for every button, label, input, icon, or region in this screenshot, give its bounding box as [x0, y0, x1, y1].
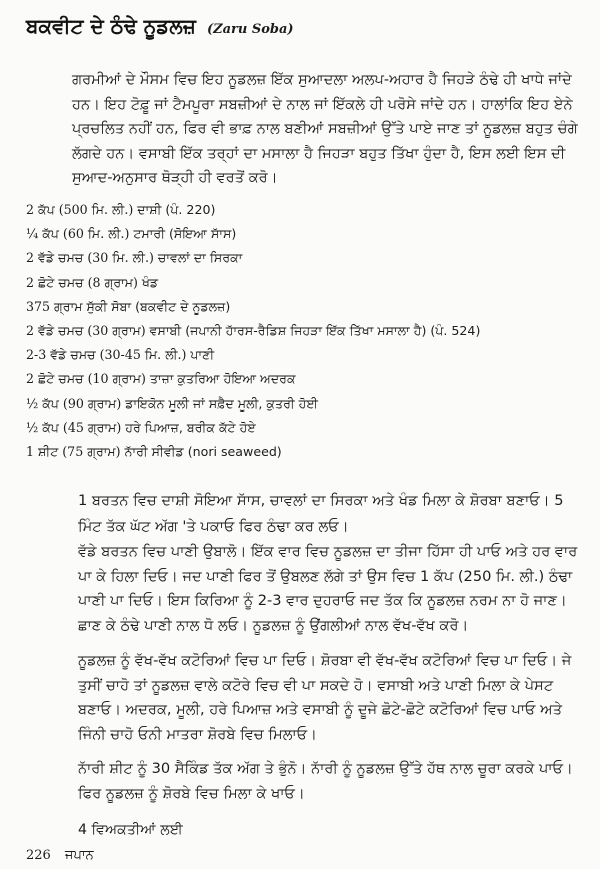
ingredient-quantity: 1 ਸ਼ੀਟ (75 ਗ੍ਰਾਮ) — [26, 444, 121, 460]
ingredient-quantity: 2 ਵੱਡੇ ਚਮਚ (30 ਗ੍ਰਾਮ) — [26, 323, 146, 339]
ingredient-item — [26, 295, 586, 319]
ingredient-name: ਹਰੇ ਪਿਆਜ਼, ਬਰੀਕ ਕੱਟੇ ਹੋਏ — [121, 419, 256, 435]
ingredient-quantity: ¼ ਕੱਪ (60 ਮਿ. ਲੀ.) — [26, 226, 130, 242]
ingredient-name: ਤਾਜ਼ਾ ਕੁਤਰਿਆ ਹੋਇਆ ਅਦਰਕ — [145, 371, 296, 387]
ingredient-name: ਨਾੱਰੀ ਸੀਵੀਡ (nori seaweed) — [120, 444, 282, 460]
ingredient-quantity: 2 ਛੋਟੇ ਚਮਚ (8 ਗ੍ਰਾਮ) — [26, 274, 138, 290]
method-step-1: 1 ਬਰਤਨ ਵਿਚ ਦਾਸ਼ੀ ਸੋਇਆ ਸਾੱਸ, ਚਾਵਲਾਂ ਦਾ ਸਿਰਕਾ ਅਤੇ ਖੰਡ ਮਿਲਾ ਕੇ ਸ਼ੋਰਬਾ ਬਣਾਓ। 5 ਮਿੰਟ ਤੱਕ ਘੱਟ ਅੱਗ 'ਤੇ ਪਕਾਓ ਫਿਰ ਠੰਢਾ ਕਰ ਲਓ। — [78, 492, 564, 535]
ingredient-quantity: 2-3 ਵੱਡੇ ਚਮਚ (30-45 ਮਿ. ਲੀ.) — [26, 347, 187, 363]
ingredient-name: (ਬਕਵੀਟ ਦੇ ਨੂਡਲਜ਼) — [131, 298, 231, 314]
section-name: ਜਪਾਨ — [64, 848, 94, 863]
ingredient-name: ਪਾਣੀ — [186, 347, 215, 363]
ingredient-item — [26, 271, 586, 295]
method-step-2: ਵੱਡੇ ਬਰਤਨ ਵਿਚ ਪਾਣੀ ਉਬਾਲੋ। ਇੱਕ ਵਾਰ ਵਿਚ ਨੂਡਲਜ਼ ਦਾ ਤੀਜਾ ਹਿੱਸਾ ਹੀ ਪਾਓ ਅਤੇ ਹਰ ਵਾਰ ਪਾ ਕੇ ਹਿਲਾ ਦਿਓ। ਜਦ ਪਾਣੀ ਫਿਰ ਤੋਂ ਉਬਲਣ ਲੱਗੇ ਤਾਂ ਉਸ ਵਿਚ 1 ਕੱਪ (250 ਮਿ. ਲੀ.) ਠੰਢਾ ਪਾਣੀ ਪਾ ਦਿਓ। ਇਸ ਕਿਰਿਆ ਨੂੰ 2-3 ਵਾਰ ਦੁਹਰਾਓ ਜਦ ਤੱਕ ਕਿ ਨੂਡਲਜ਼ ਨਰਮ ਨਾ ਹੋ ਜਾਣ। ਛਾਣ ਕੇ ਠੰਢੇ ਪਾਣੀ ਨਾਲ ਧੋ ਲਓ। ਨੂਡਲਜ਼ ਨੂੰ ਉਂਗਲੀਆਂ ਨਾਲ ਵੱਖ-ਵੱਖ ਕਰੋ। — [78, 543, 578, 634]
ingredient-name: ਖੰਡ — [137, 274, 159, 290]
intro-paragraph: ਗਰਮੀਆਂ ਦੇ ਮੌਸਮ ਵਿਚ ਇਹ ਨੂਡਲਜ਼ ਇੱਕ ਸੁਆਦਲਾ ਅਲਪ-ਅਹਾਰ ਹੈ ਜਿਹੜੇ ਠੰਢੇ ਹੀ ਖਾਧੇ ਜਾਂਦੇ ਹਨ। ਇਹ ਟੋਫ਼ੂ ਜਾਂ ਟੈਮਪੂਰਾ ਸਬਜ਼ੀਆਂ ਦੇ ਨਾਲ ਜਾਂ ਇੱਕਲੇ ਹੀ ਪਰੋਸੇ ਜਾਂਦੇ ਹਨ। ਹਾਲਾਂਕਿ ਇਹ ਏਨੇ ਪ੍ਰਚਲਿਤ ਨਹੀਂ ਹਨ, ਫਿਰ ਵੀ ਭਾਫ਼ ਨਾਲ ਬਣੀਆਂ ਸਬਜ਼ੀਆਂ ਉੱਤੇ ਪਾਏ ਜਾਣ ਤਾਂ ਨੂਡਲਜ਼ ਬਹੁਤ ਚੰਗੇ ਲੱਗਦੇ ਹਨ। ਵਸਾਬੀ ਇੱਕ ਤਰ੍ਹਾਂ ਦਾ ਮਸਾਲਾ ਹੈ ਜਿਹੜਾ ਬਹੁਤ ਤਿੱਖਾ ਹੁੰਦਾ ਹੈ, ਇਸ ਲਈ ਇਸ ਦੀ ਸੁਆਦ-ਅਨੁਸਾਰ ਥੋੜ੍ਹੀ ਹੀ ਵਰਤੋਂ ਕਰੋ। — [72, 71, 578, 186]
ingredient-quantity: 2 ਕੱਪ (500 ਮਿ. ਲੀ.) — [26, 202, 134, 217]
ingredient-quantity: 2 ਵੱਡੇ ਚਮਚ (30 ਮਿ. ਲੀ.) — [26, 250, 154, 266]
page-number: 226 — [26, 848, 51, 863]
recipe-subtitle: (Zaru Soba) — [206, 22, 294, 37]
ingredient-item — [26, 198, 586, 222]
ingredient-item — [26, 246, 586, 270]
ingredient-item — [26, 367, 586, 391]
ingredient-item — [26, 416, 586, 440]
ingredient-item — [26, 343, 586, 367]
ingredient-name: ਡਾਇਕੋਨ ਮੂਲੀ ਜਾਂ ਸਫ਼ੈਦ ਮੂਲੀ, ਕੁਤਰੀ ਹੋਈ — [121, 395, 319, 411]
ingredient-quantity: ½ ਕੱਪ (90 ਗ੍ਰਾਮ) — [26, 395, 122, 411]
ingredient-quantity: 2 ਛੋਟੇ ਚਮਚ (10 ਗ੍ਰਾਮ) — [26, 371, 146, 387]
method-step-4: ਨਾੱਰੀ ਸ਼ੀਟ ਨੂੰ 30 ਸੈਕਿੰਡ ਤੱਕ ਅੱਗ ਤੇ ਭੁੰਨੋ। ਨਾੱਰੀ ਨੂੰ ਨੂਡਲਜ਼ ਉੱਤੇ ਹੱਥ ਨਾਲ ਚੂਰਾ ਕਰਕੇ ਪਾਓ। ਫਿਰ ਨੂਡਲਜ਼ ਨੂੰ ਸ਼ੋਰਬੇ ਵਿਚ ਮਿਲਾ ਕੇ ਖਾਓ। — [78, 760, 573, 802]
recipe-header — [26, 14, 294, 38]
ingredient-list — [26, 198, 586, 464]
ingredient-item — [26, 319, 586, 343]
page-footer — [26, 848, 94, 863]
ingredient-quantity: ½ ਕੱਪ (45 ਗ੍ਰਾਮ) — [26, 419, 122, 435]
ingredient-name: ਟਮਾਰੀ (ਸੋਇਆ ਸਾੱਸ) — [129, 226, 237, 242]
ingredient-item — [26, 222, 586, 246]
ingredient-name: ਚਾਵਲਾਂ ਦਾ ਸਿਰਕਾ — [153, 250, 243, 266]
ingredient-item — [26, 392, 586, 416]
ingredient-name: ਦਾਸ਼ੀ (ਪੰ. 220) — [133, 202, 216, 217]
ingredient-item — [26, 440, 586, 464]
recipe-title: ਬਕਵੀਟ ਦੇ ਠੰਢੇ ਨੂਡਲਜ਼ — [26, 14, 196, 38]
servings-note: 4 ਵਿਅਕਤੀਆਂ ਲਈ — [78, 822, 183, 838]
ingredient-quantity: 375 ਗ੍ਰਾਮ ਸੁੱਕੀ ਸੋਬਾ — [26, 298, 132, 314]
ingredient-name: ਵਸਾਬੀ (ਜਪਾਨੀ ਹਾੱਰਸ-ਰੈਡਿਸ਼ ਜਿਹੜਾ ਇੱਕ ਤਿੱਖਾ ਮਸਾਲਾ ਹੈ) (ਪੰ. 524) — [145, 323, 481, 339]
method-step-3: ਨੂਡਲਜ਼ ਨੂੰ ਵੱਖ-ਵੱਖ ਕਟੋਰਿਆਂ ਵਿਚ ਪਾ ਦਿਓ। ਸ਼ੋਰਬਾ ਵੀ ਵੱਖ-ਵੱਖ ਕਟੋਰਿਆਂ ਵਿਚ ਪਾ ਦਿਓ। ਜੇ ਤੁਸੀਂ ਚਾਹੋ ਤਾਂ ਨੂਡਲਜ਼ ਵਾਲੇ ਕਟੋਰੇ ਵਿਚ ਵੀ ਪਾ ਸਕਦੇ ਹੋ। ਵਸਾਬੀ ਅਤੇ ਪਾਣੀ ਮਿਲਾ ਕੇ ਪੇਸਟ ਬਣਾਓ। ਅਦਰਕ, ਮੂਲੀ, ਹਰੇ ਪਿਆਜ਼ ਅਤੇ ਵਸਾਬੀ ਨੂੰ ਦੂਜੇ ਛੋਟੇ-ਛੋਟੇ ਕਟੋਰਿਆਂ ਵਿਚ ਪਾਓ ਅਤੇ ਜਿੰਨੀ ਚਾਹੋ ਓਨੀ ਮਾਤਰਾ ਸ਼ੋਰਬੇ ਵਿਚ ਮਿਲਾਓ। — [78, 652, 572, 743]
